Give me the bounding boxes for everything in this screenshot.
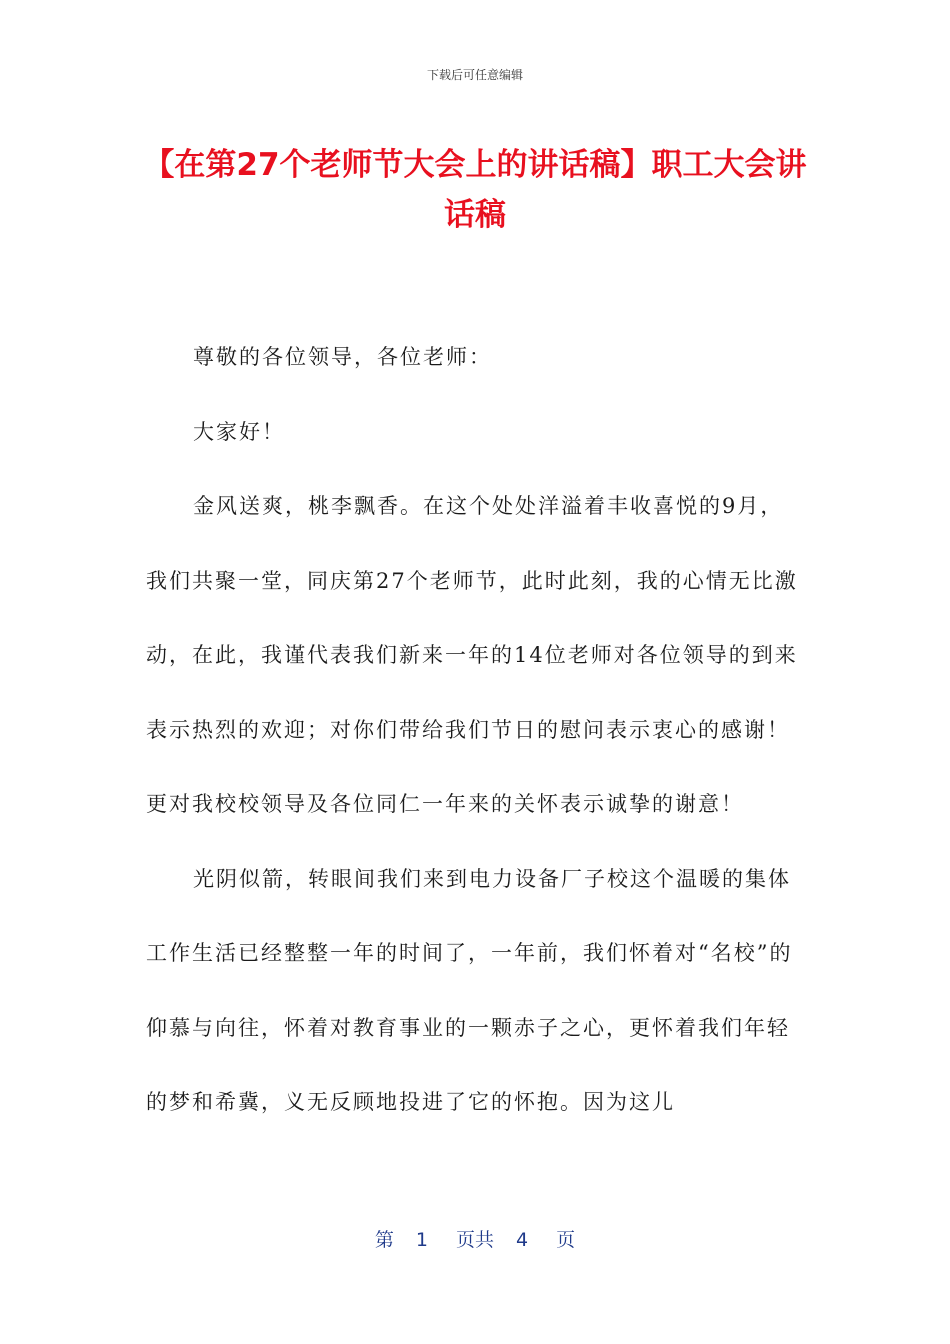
footer-mid: 页共 (455, 1229, 494, 1251)
body-paragraph-2: 光阴似箭，转眼间我们来到电力设备厂子校这个温暖的集体工作生活已经整整一年的时间了，一年前，我们怀着对“名校”的仰慕与向往，怀着对教育事业的一颗赤子之心，更怀着我们年轻的梦和希冀，义无反顾地投进了它的怀抱。因为这儿 (146, 866, 793, 1114)
document-body (146, 320, 806, 1140)
footer-total-pages: 4 (516, 1229, 529, 1251)
body-paragraph-1: 金风送爽，桃李飘香。在这个处处洋溢着丰收喜悦的9月，我们共聚一堂，同庆第27个老师节，此时此刻，我的心情无比激动，在此，我谨代表我们新来一年的14位老师对各位领导的到来表示热烈的欢迎；对你们带给我们节日的慰问表示衷心的感谢！更对我校校领导及各位同仁一年来的关怀表示诚挚的谢意！ (146, 494, 798, 816)
salutation-paragraph: 尊敬的各位领导，各位老师： (193, 345, 492, 369)
footer-page-number: 1 (415, 1229, 428, 1251)
footer-suffix: 页 (556, 1229, 576, 1251)
page-footer (0, 1225, 950, 1252)
footer-prefix: 第 (374, 1229, 394, 1251)
header-note: 下载后可任意编辑 (426, 68, 523, 82)
document-title: 【在第27个老师节大会上的讲话稿】职工大会讲话稿 (143, 147, 807, 233)
greeting-paragraph: 大家好！ (193, 419, 285, 444)
